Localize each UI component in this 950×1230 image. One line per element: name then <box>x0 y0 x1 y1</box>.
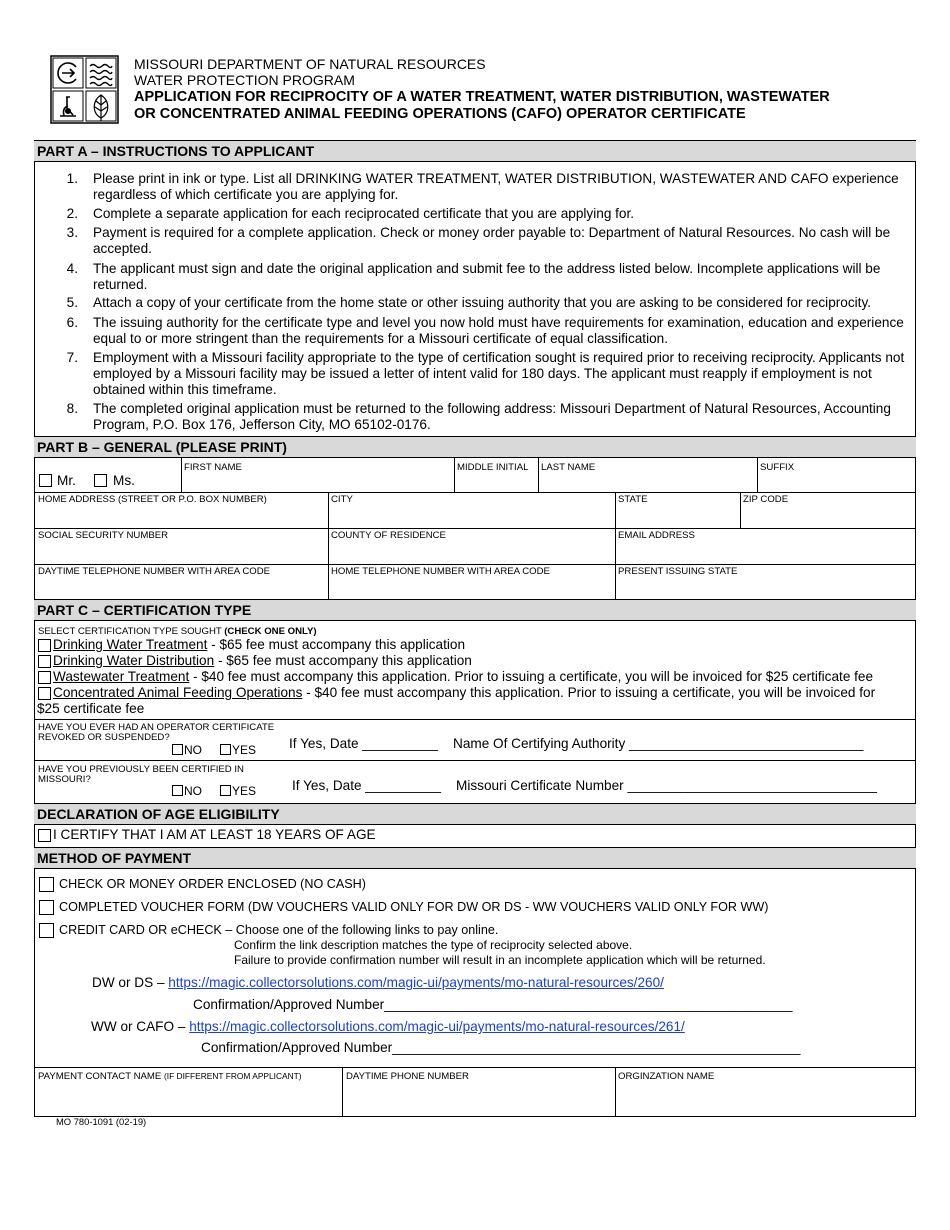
ww-payment-link[interactable]: https://magic.collectorsolutions.com/magic-ui/payments/mo-natural-resources/261/ <box>189 1019 685 1034</box>
check-money-order-checkbox[interactable] <box>39 877 54 892</box>
form-title-line2: OR CONCENTRATED ANIMAL FEEDING OPERATIONS (CAFO) OPERATOR CERTIFICATE <box>134 106 746 122</box>
organization-name-label: ORGINZATION NAME <box>618 1071 715 1082</box>
instruction-number: 4. <box>66 261 78 276</box>
agency-name: MISSOURI DEPARTMENT OF NATURAL RESOURCES <box>134 56 486 72</box>
dw-confirmation-field[interactable]: Confirmation/Approved Number______________________________________________________ <box>193 997 793 1012</box>
instruction-text: Payment is required for a complete application. Check or money order payable to: Department of Natural Resources. No cash will be accepted. <box>93 225 891 256</box>
option-dw-treatment: Drinking Water Treatment - $65 fee must accompany this application <box>53 637 466 652</box>
option-wastewater-checkbox[interactable] <box>38 671 51 684</box>
instruction-item <box>64 171 910 205</box>
prev-certified-question-line2: MISSOURI? <box>38 774 91 785</box>
home-phone-label: HOME TELEPHONE NUMBER WITH AREA CODE <box>331 566 550 577</box>
instruction-number: 1. <box>66 171 78 186</box>
option-dw-distribution: Drinking Water Distribution - $65 fee must accompany this application <box>53 653 472 668</box>
form-title-line1: APPLICATION FOR RECIPROCITY OF A WATER TREATMENT, WATER DISTRIBUTION, WASTEWATER <box>134 89 830 105</box>
instruction-number: 5. <box>66 295 78 310</box>
suffix-label: SUFFIX <box>760 462 795 473</box>
payment-contact-label: PAYMENT CONTACT NAME (IF DIFFERENT FROM APPLICANT) <box>38 1071 302 1082</box>
instruction-number: 6. <box>66 315 78 330</box>
mr-checkbox[interactable] <box>39 474 52 487</box>
age-heading: DECLARATION OF AGE ELIGIBILITY <box>34 803 916 825</box>
first-name-label: FIRST NAME <box>184 462 242 473</box>
revoked-yes-checkbox[interactable] <box>220 744 231 755</box>
revoked-no-label: NO <box>184 743 202 757</box>
option-cafo: Concentrated Animal Feeding Operations - $40 fee must accompany this application. Prior to issuing a certificate, you will be invoiced for <box>53 685 876 700</box>
option-wastewater: Wastewater Treatment - $40 fee must accompany this application. Prior to issuing a certificate, you will be invoiced for $25 certificate fee <box>53 669 874 684</box>
home-address-label: HOME ADDRESS (STREET OR P.O. BOX NUMBER) <box>38 494 267 505</box>
instruction-text: Please print in ink or type. List all DRINKING WATER TREATMENT, WATER DISTRIBUTION, WASTEWATER AND CAFO experience regardless of which certificate you are applying for. <box>93 171 899 202</box>
part-a-heading: PART A – INSTRUCTIONS TO APPLICANT <box>34 140 916 162</box>
instruction-number: 7. <box>66 350 78 365</box>
voucher-checkbox[interactable] <box>39 900 54 915</box>
instruction-number: 3. <box>66 225 78 240</box>
ms-label: Ms. <box>113 473 135 488</box>
instruction-text: The applicant must sign and date the original application and submit fee to the address listed below. Incomplete applications will be returned. <box>93 261 881 292</box>
voucher-label: COMPLETED VOUCHER FORM (DW VOUCHERS VALID ONLY FOR DW OR DS - WW VOUCHERS VALID ONLY FOR WW) <box>59 900 769 914</box>
revoked-no-checkbox[interactable] <box>172 744 183 755</box>
city-label: CITY <box>331 494 353 505</box>
program-name: WATER PROTECTION PROGRAM <box>134 72 355 88</box>
age-certify-statement: I CERTIFY THAT I AM AT LEAST 18 YEARS OF AGE <box>53 827 376 842</box>
credit-card-checkbox[interactable] <box>39 923 54 938</box>
ssn-label: SOCIAL SECURITY NUMBER <box>38 530 169 541</box>
part-c-heading: PART C – CERTIFICATION TYPE <box>34 599 916 621</box>
instruction-number: 2. <box>66 206 78 221</box>
instruction-text: Employment with a Missouri facility appropriate to the type of certification sought is required prior to receiving reciprocity. Applicants not employed by a Missouri facility may be issued a letter of intent valid for 180 days. The applicant must reapply if employment is not obtained within this timeframe. <box>93 350 905 397</box>
form-id: MO 780-1091 (02-19) <box>56 1116 147 1127</box>
instruction-item <box>64 350 910 400</box>
daytime-phone-number-label: DAYTIME PHONE NUMBER <box>346 1071 469 1082</box>
prev-certified-yes-checkbox[interactable] <box>220 785 231 796</box>
zip-code-label: ZIP CODE <box>743 494 789 505</box>
prev-certified-date-field[interactable]: If Yes, Date __________ <box>292 778 441 793</box>
middle-initial-label: MIDDLE INITIAL <box>457 462 529 473</box>
credit-card-label: CREDIT CARD OR eCHECK – Choose one of the following links to pay online. <box>59 923 499 937</box>
state-label: STATE <box>618 494 648 505</box>
credit-note-failure: Failure to provide confirmation number will result in an incomplete application which will be returned. <box>234 953 766 967</box>
ms-checkbox[interactable] <box>94 474 107 487</box>
certifying-authority-field[interactable]: Name Of Certifying Authority _______________________________ <box>453 736 864 751</box>
instruction-text: The completed original application must be returned to the following address: Missouri Department of Natural Resources, Accounting Program, P.O. Box 176, Jefferson City, MO 65102-0176. <box>93 401 891 432</box>
revoked-question-line1: HAVE YOU EVER HAD AN OPERATOR CERTIFICATE <box>38 722 275 733</box>
option-dw-treatment-checkbox[interactable] <box>38 639 51 652</box>
dnr-logo <box>50 55 119 124</box>
instruction-item <box>64 225 910 259</box>
mr-label: Mr. <box>57 473 76 488</box>
revoked-date-field[interactable]: If Yes, Date __________ <box>289 736 438 751</box>
revoked-yes-label: YES <box>232 743 257 757</box>
prev-certified-question-line1: HAVE YOU PREVIOUSLY BEEN CERTIFIED IN <box>38 764 244 775</box>
email-label: EMAIL ADDRESS <box>618 530 695 541</box>
check-money-order-label: CHECK OR MONEY ORDER ENCLOSED (NO CASH) <box>59 877 366 891</box>
daytime-phone-label: DAYTIME TELEPHONE NUMBER WITH AREA CODE <box>38 566 271 577</box>
instruction-item <box>64 261 910 295</box>
instruction-text: Attach a copy of your certificate from the home state or other issuing authority that you are asking to be considered for reciprocity. <box>93 295 872 310</box>
missouri-cert-number-field[interactable]: Missouri Certificate Number _________________________________ <box>456 778 877 793</box>
ww-confirmation-field[interactable]: Confirmation/Approved Number______________________________________________________ <box>201 1040 801 1055</box>
instruction-number: 8. <box>66 401 78 416</box>
instruction-text: Complete a separate application for each reciprocated certificate that you are applying for. <box>93 206 635 221</box>
option-cafo-continued: $25 certificate fee <box>37 701 145 716</box>
instruction-text: The issuing authority for the certificate type and level you now hold must have requirements for examination, education and experience equal to or more stringent than the requirements for a Missouri certificate of equal classification. <box>93 315 904 346</box>
county-label: COUNTY OF RESIDENCE <box>331 530 446 541</box>
dw-payment-link[interactable]: https://magic.collectorsolutions.com/magic-ui/payments/mo-natural-resources/260/ <box>168 975 664 990</box>
prev-certified-yes-label: YES <box>232 784 257 798</box>
prev-certified-no-checkbox[interactable] <box>172 785 183 796</box>
part-b-heading: PART B – GENERAL (PLEASE PRINT) <box>34 436 916 458</box>
credit-note-confirm: Confirm the link description matches the type of reciprocity selected above. <box>234 938 633 952</box>
instruction-item <box>64 206 910 224</box>
option-dw-distribution-checkbox[interactable] <box>38 655 51 668</box>
age-certify-checkbox[interactable] <box>38 829 51 842</box>
revoked-question-line2: REVOKED OR SUSPENDED? <box>38 732 170 743</box>
instruction-item <box>64 315 910 349</box>
instruction-item <box>64 401 910 435</box>
option-cafo-checkbox[interactable] <box>38 687 51 700</box>
select-type-label: SELECT CERTIFICATION TYPE SOUGHT (CHECK ONE ONLY) <box>38 626 317 637</box>
ww-payment-line: WW or CAFO – https://magic.collectorsolutions.com/magic-ui/payments/mo-natural-resources/261/ <box>91 1019 685 1034</box>
last-name-label: LAST NAME <box>541 462 596 473</box>
issuing-state-label: PRESENT ISSUING STATE <box>618 566 738 577</box>
prev-certified-no-label: NO <box>184 784 202 798</box>
payment-heading: METHOD OF PAYMENT <box>34 847 916 869</box>
instruction-item <box>64 295 910 313</box>
dw-payment-line: DW or DS – https://magic.collectorsolutions.com/magic-ui/payments/mo-natural-resources/260/ <box>92 975 664 990</box>
